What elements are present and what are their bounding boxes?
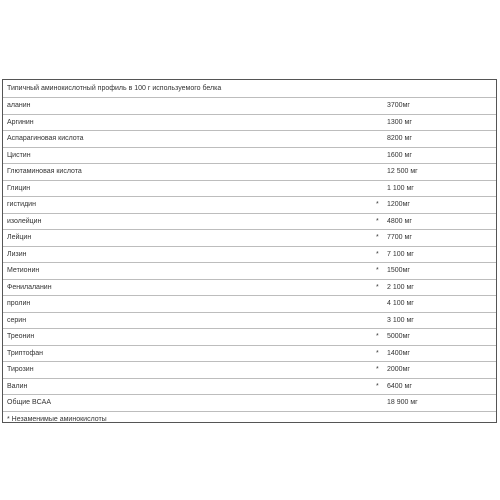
table-row [3,131,496,148]
amino-acid-amount: 3 100 мг [387,316,414,324]
table-row [3,230,496,247]
table-row [3,214,496,231]
amino-acid-name: Аспарагиновая кислота [7,135,84,142]
essential-marker: * [376,366,379,373]
amino-acid-amount: 1500мг [387,267,410,274]
essential-marker: * [376,217,379,225]
table-row [3,296,496,313]
essential-marker: * [376,333,379,340]
amino-acid-name: Общие BCAA [7,399,52,406]
table-row [3,197,496,214]
table-row [3,263,496,280]
table-row [3,329,496,346]
footnote: * Незаменимые аминокислоты [7,415,107,423]
amino-acid-name: гистидин [7,201,36,208]
amino-acid-name: серин [7,316,27,324]
amino-acid-amount: 12 500 мг [387,168,418,175]
table-row [3,362,496,379]
amino-acid-amount: 7700 мг [387,234,412,241]
table-row [3,346,496,363]
table-row [3,247,496,264]
table-rows [3,98,496,412]
amino-acid-name: Глицин [7,184,31,192]
amino-acid-amount: 1600 мг [387,151,412,159]
amino-acid-amount: 2000мг [387,366,410,373]
amino-acid-name: пролин [7,300,31,307]
essential-marker: * [376,349,379,357]
amino-acid-name: Цистин [7,151,31,159]
essential-marker: * [376,234,379,241]
amino-acid-amount: 8200 мг [387,135,412,142]
essential-marker: * [376,382,379,390]
amino-acid-amount: 6400 мг [387,382,412,390]
table-row [3,98,496,115]
amino-acid-name: аланин [7,102,31,109]
amino-acid-name: Тирозин [7,366,34,373]
table-row [3,395,496,412]
essential-marker: * [376,201,379,208]
amino-acid-amount: 1300 мг [387,118,412,126]
table-row [3,313,496,330]
amino-acid-name: Лейцин [7,234,32,241]
essential-marker: * [376,283,379,291]
amino-acid-amount: 4 100 мг [387,300,414,307]
amino-acid-table [2,79,497,423]
amino-acid-name: изолейцин [7,217,42,225]
essential-marker: * [376,250,379,258]
amino-acid-amount: 3700мг [387,102,410,109]
amino-acid-name: Фенилаланин [7,283,52,291]
amino-acid-name: Аргинин [7,118,34,126]
amino-acid-amount: 2 100 мг [387,283,414,291]
table-row [3,115,496,132]
table-row [3,181,496,198]
amino-acid-amount: 7 100 мг [387,250,414,258]
amino-acid-amount: 5000мг [387,333,410,340]
amino-acid-amount: 1 100 мг [387,184,414,192]
amino-acid-name: Валин [7,382,28,390]
amino-acid-amount: 1200мг [387,201,410,208]
amino-acid-amount: 1400мг [387,349,410,357]
amino-acid-name: Триптофан [7,349,44,357]
table-row [3,379,496,396]
amino-acid-name: Лизин [7,250,27,258]
amino-acid-name: Треонин [7,333,35,340]
table-row [3,280,496,297]
table-title: Типичный аминокислотный профиль в 100 г используемого белка [3,80,496,98]
table-row [3,148,496,165]
amino-acid-amount: 4800 мг [387,217,412,225]
amino-acid-name: Метионин [7,267,40,274]
essential-marker: * [376,267,379,274]
table-row [3,164,496,181]
amino-acid-amount: 18 900 мг [387,399,418,406]
amino-acid-name: Глютаминовая кислота [7,168,82,175]
